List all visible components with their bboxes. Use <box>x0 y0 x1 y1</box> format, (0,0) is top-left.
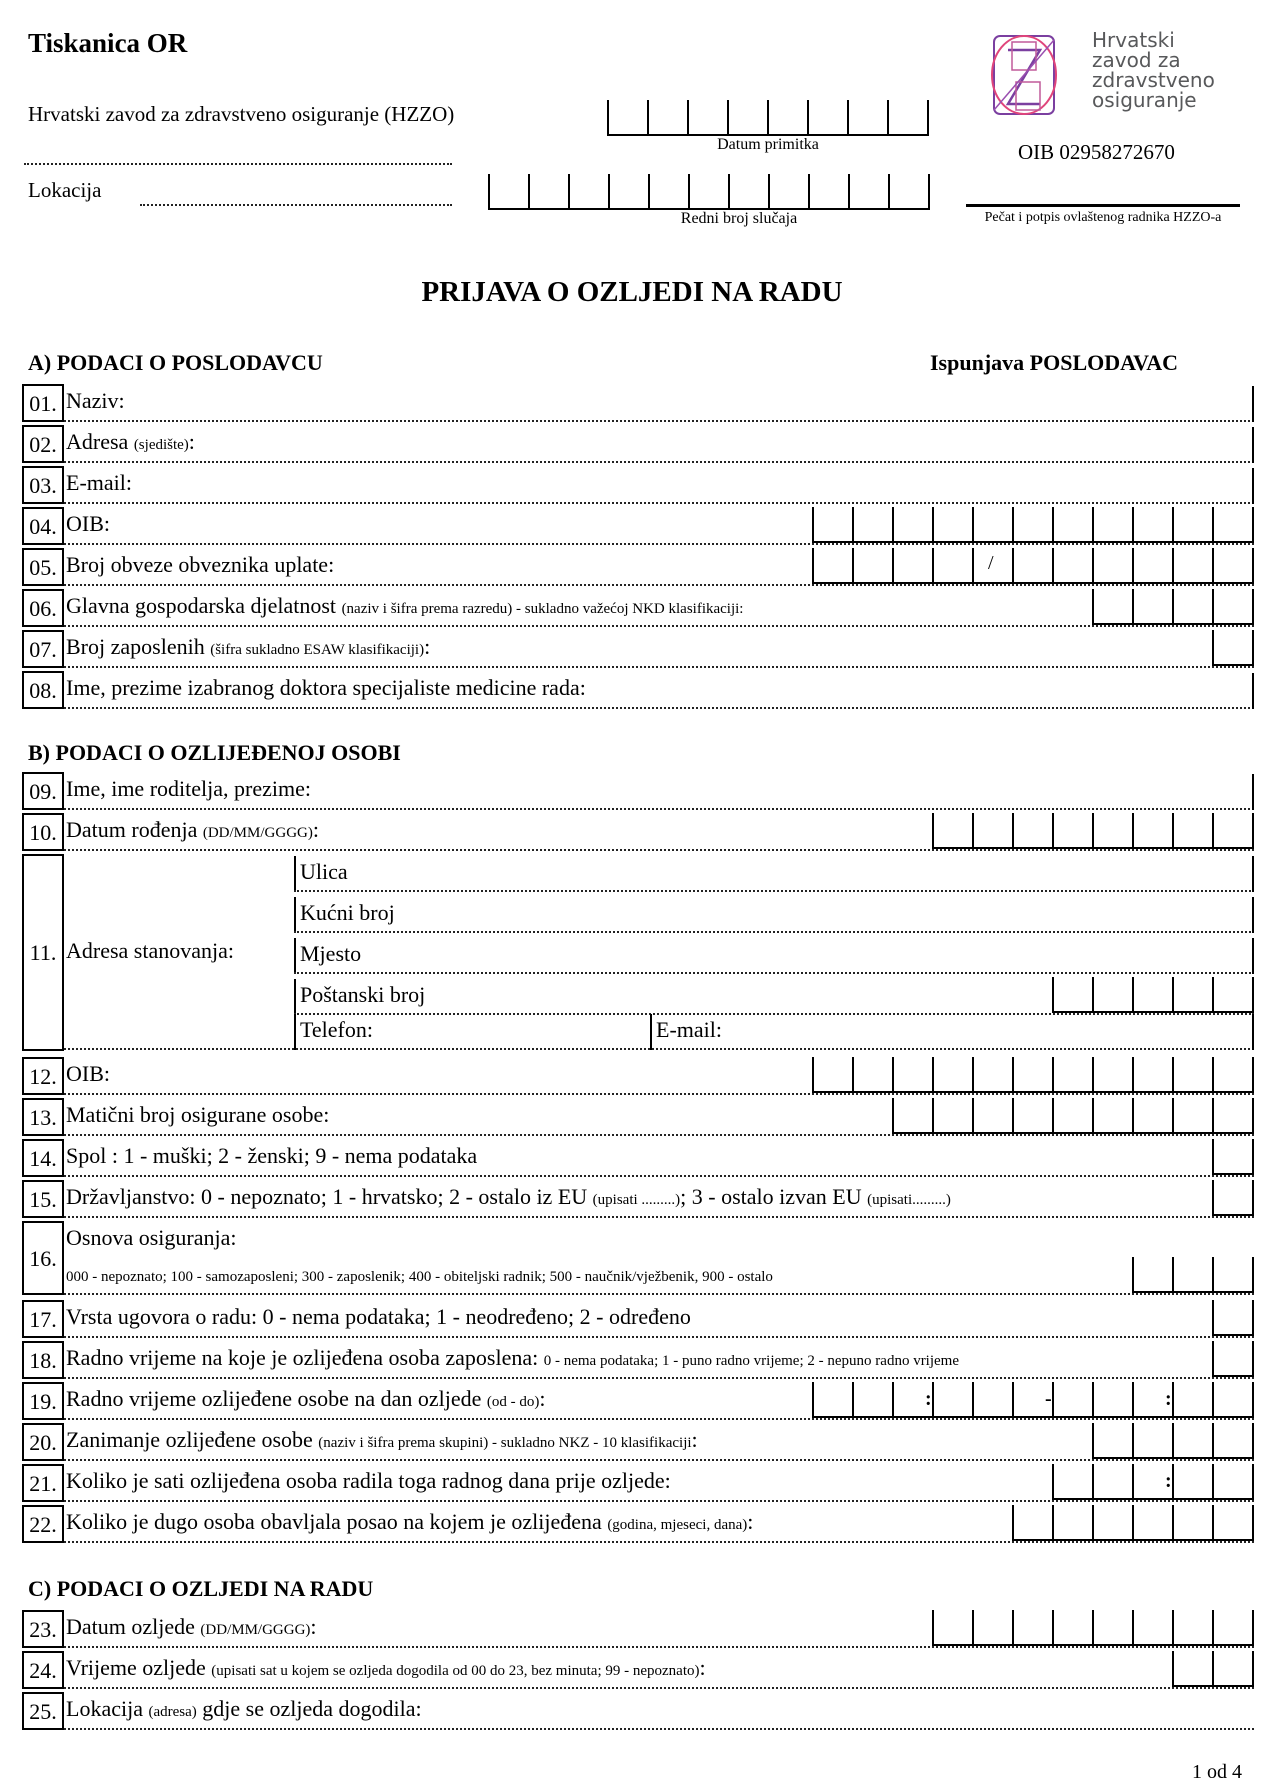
field-number: 11. <box>22 854 64 1051</box>
case-number-cells[interactable] <box>488 174 930 210</box>
hours-worked-cells[interactable]: : <box>1052 1464 1254 1500</box>
field-label: Broj zaposlenih (šifra sukladno ESAW klasifikaciji): <box>66 634 431 659</box>
field-label: Ime, ime roditelja, prezime: <box>66 776 311 801</box>
field-04-oib[interactable] <box>22 507 1254 545</box>
field-label: Datum rođenja (DD/MM/GGGG): <box>66 817 319 842</box>
field-label: Zanimanje ozlijeđene osobe (naziv i šifra prema skupini) - sukladno NKZ - 10 klasifikaciji: <box>66 1427 698 1452</box>
institution-name: Hrvatski zavod za zdravstveno osiguranje (HZZO) <box>28 102 455 126</box>
field-23-injury-date[interactable] <box>22 1610 1254 1648</box>
field-06-activity[interactable] <box>22 589 1254 627</box>
street-field[interactable]: Ulica <box>294 854 1254 892</box>
oib-cells[interactable] <box>812 507 1254 543</box>
field-label: Datum ozljede (DD/MM/GGGG): <box>66 1614 317 1639</box>
birth-date-cells[interactable] <box>932 813 1254 849</box>
field-19-working-hours-on-day[interactable] <box>22 1382 1254 1420</box>
field-label: Glavna gospodarska djelatnost (naziv i šifra prema razredu) - sukladno važećoj NKD klasifikaciji: <box>66 593 744 618</box>
field-label: Adresa (sjedište): <box>66 429 195 454</box>
field-label: Vrijeme ozljede (upisati sat u kojem se ozljeda dogodila od 00 do 23, bez minuta; 99 - nepoznato): <box>66 1655 706 1680</box>
field-label: Adresa stanovanja: <box>66 938 234 963</box>
field-18-working-hours-type[interactable] <box>22 1341 1254 1379</box>
field-label: Spol : 1 - muški; 2 - ženski; 9 - nema podataka <box>66 1143 478 1168</box>
field-number: 15. <box>22 1180 64 1218</box>
case-number-caption: Redni broj slučaja <box>680 210 798 227</box>
field-number: 14. <box>22 1139 64 1177</box>
field-label: Radno vrijeme ozlijeđene osobe na dan ozljede (od - do): <box>66 1386 546 1411</box>
field-number: 16. <box>22 1221 64 1295</box>
field-number: 04. <box>22 507 64 545</box>
insurance-basis-cells[interactable] <box>1132 1257 1254 1293</box>
field-hint: 000 - nepoznato; 100 - samozaposleni; 300 - zaposlenik; 400 - obiteljski radnik; 500 - naučnik/vježbenik, 900 - ostalo <box>66 1269 773 1285</box>
house-number-field[interactable]: Kućni broj <box>294 895 1254 933</box>
field-label: Koliko je dugo osoba obavljala posao na kojem je ozlijeđena (godina, mjeseci, dana): <box>66 1509 754 1534</box>
field-number: 12. <box>22 1057 64 1095</box>
location-label: Lokacija <box>28 178 102 202</box>
field-25-injury-location[interactable] <box>22 1692 1254 1730</box>
field-number: 03. <box>22 466 64 504</box>
field-label: Naziv: <box>66 388 125 413</box>
occupation-cells[interactable] <box>1092 1423 1254 1459</box>
injury-time-cells[interactable] <box>1172 1651 1254 1687</box>
hzzo-oib: OIB 02958272670 <box>1018 140 1175 164</box>
field-number: 23. <box>22 1610 64 1648</box>
insured-id-cells[interactable] <box>892 1098 1254 1134</box>
field-07-employee-count[interactable] <box>22 630 1254 668</box>
field-11-address <box>22 854 1254 1050</box>
field-label: Lokacija (adresa) gdje se ozljeda dogodila: <box>66 1696 422 1721</box>
field-02-adresa[interactable] <box>22 425 1254 463</box>
postal-code-field[interactable]: Poštanski broj <box>294 977 1254 1015</box>
field-10-birth-date[interactable] <box>22 813 1254 851</box>
field-16-insurance-basis[interactable] <box>22 1221 1254 1295</box>
field-number: 24. <box>22 1651 64 1689</box>
case-number-field[interactable] <box>488 174 930 228</box>
section-c-title: C) PODACI O OZLJEDI NA RADU <box>28 1576 374 1601</box>
job-duration-cells[interactable] <box>1012 1505 1254 1541</box>
field-number: 06. <box>22 589 64 627</box>
field-number: 21. <box>22 1464 64 1502</box>
field-13-insured-id[interactable] <box>22 1098 1254 1136</box>
postal-code-cells[interactable] <box>1052 977 1254 1013</box>
page-title: PRIJAVA O OZLJEDI NA RADU <box>421 276 843 308</box>
field-number: 02. <box>22 425 64 463</box>
field-label: Osnova osiguranja: <box>66 1225 237 1250</box>
field-20-occupation[interactable] <box>22 1423 1254 1461</box>
signature-line[interactable] <box>966 204 1240 207</box>
receipt-date-field[interactable] <box>607 100 929 154</box>
field-label: Ime, prezime izabranog doktora specijaliste medicine rada: <box>66 675 586 700</box>
field-17-contract-type[interactable] <box>22 1300 1254 1338</box>
field-label: Radno vrijeme na koje je ozlijeđena osoba zaposlena: 0 - nema podataka; 1 - puno radno vrijeme; 2 - nepuno radno vrijeme <box>66 1345 960 1370</box>
field-05-obligation-number[interactable] <box>22 548 1254 586</box>
field-label: Državljanstvo: 0 - nepoznato; 1 - hrvatsko; 2 - ostalo iz EU (upisati .........); 3 - ostalo izvan EU (upisati.........) <box>66 1184 951 1209</box>
field-number: 05. <box>22 548 64 586</box>
sex-cell[interactable] <box>1212 1139 1254 1175</box>
contract-type-cell[interactable] <box>1212 1300 1254 1336</box>
receipt-date-caption: Datum primitka <box>717 136 819 153</box>
field-number: 17. <box>22 1300 64 1338</box>
location-field[interactable] <box>140 204 452 206</box>
page-number: 1 od 4 <box>1192 1761 1242 1783</box>
field-number: 25. <box>22 1692 64 1730</box>
field-12-oib[interactable] <box>22 1057 1254 1095</box>
activity-cells[interactable] <box>1092 589 1254 625</box>
city-field[interactable]: Mjesto <box>294 936 1254 974</box>
working-hours-type-cell[interactable] <box>1212 1341 1254 1377</box>
field-number: 18. <box>22 1341 64 1379</box>
field-label: OIB: <box>66 1061 110 1086</box>
field-number: 20. <box>22 1423 64 1461</box>
phone-field[interactable]: Telefon: <box>294 1012 650 1050</box>
field-label: OIB: <box>66 511 110 536</box>
employee-count-cell[interactable] <box>1212 630 1254 666</box>
field-number: 13. <box>22 1098 64 1136</box>
field-number: 08. <box>22 671 64 709</box>
section-b-title: B) PODACI O OZLIJEĐENOJ OSOBI <box>28 740 401 765</box>
form-code: Tiskanica OR <box>28 28 188 58</box>
field-label: Koliko je sati ozlijeđena osoba radila toga radnog dana prije ozljede: <box>66 1468 671 1493</box>
field-15-citizenship[interactable] <box>22 1180 1254 1218</box>
field-24-injury-time[interactable] <box>22 1651 1254 1689</box>
field-label: Matični broj osigurane osobe: <box>66 1102 330 1127</box>
field-label: Broj obveze obveznika uplate: <box>66 552 335 577</box>
field-number: 09. <box>22 772 64 810</box>
institution-line-field[interactable] <box>24 163 452 165</box>
signature-caption: Pečat i potpis ovlaštenog radnika HZZO-a <box>984 210 1222 225</box>
field-number: 07. <box>22 630 64 668</box>
field-14-sex[interactable] <box>22 1139 1254 1177</box>
field-number: 22. <box>22 1505 64 1543</box>
field-label: Vrsta ugovora o radu: 0 - nema podataka; 1 - neodređeno; 2 - određeno <box>66 1304 691 1329</box>
field-08-doctor[interactable] <box>22 671 1254 709</box>
field-label: E-mail: <box>66 470 132 495</box>
email-field[interactable]: E-mail: <box>650 1012 1254 1050</box>
obligation-number-cells[interactable] <box>812 548 1254 584</box>
field-01-naziv[interactable] <box>22 384 1254 422</box>
field-number: 10. <box>22 813 64 851</box>
hzzo-logo-icon <box>990 32 1072 116</box>
citizenship-cell[interactable] <box>1212 1180 1254 1216</box>
oib-cells[interactable] <box>812 1057 1254 1093</box>
working-hours-cells[interactable]: : - : <box>812 1382 1254 1418</box>
slash-separator: / <box>988 552 994 574</box>
receipt-date-cells[interactable] <box>607 100 929 136</box>
hzzo-logo-text: Hrvatski zavod za zdravstveno osiguranje <box>1092 28 1215 112</box>
field-09-name[interactable] <box>22 772 1254 810</box>
field-number: 19. <box>22 1382 64 1420</box>
filled-by-label: Ispunjava POSLODAVAC <box>930 350 1178 375</box>
field-03-email[interactable] <box>22 466 1254 504</box>
field-21-hours-worked[interactable] <box>22 1464 1254 1502</box>
section-a-title: A) PODACI O POSLODAVCU <box>28 350 323 375</box>
field-number: 01. <box>22 384 64 422</box>
field-22-job-duration[interactable] <box>22 1505 1254 1543</box>
injury-date-cells[interactable] <box>932 1610 1254 1646</box>
